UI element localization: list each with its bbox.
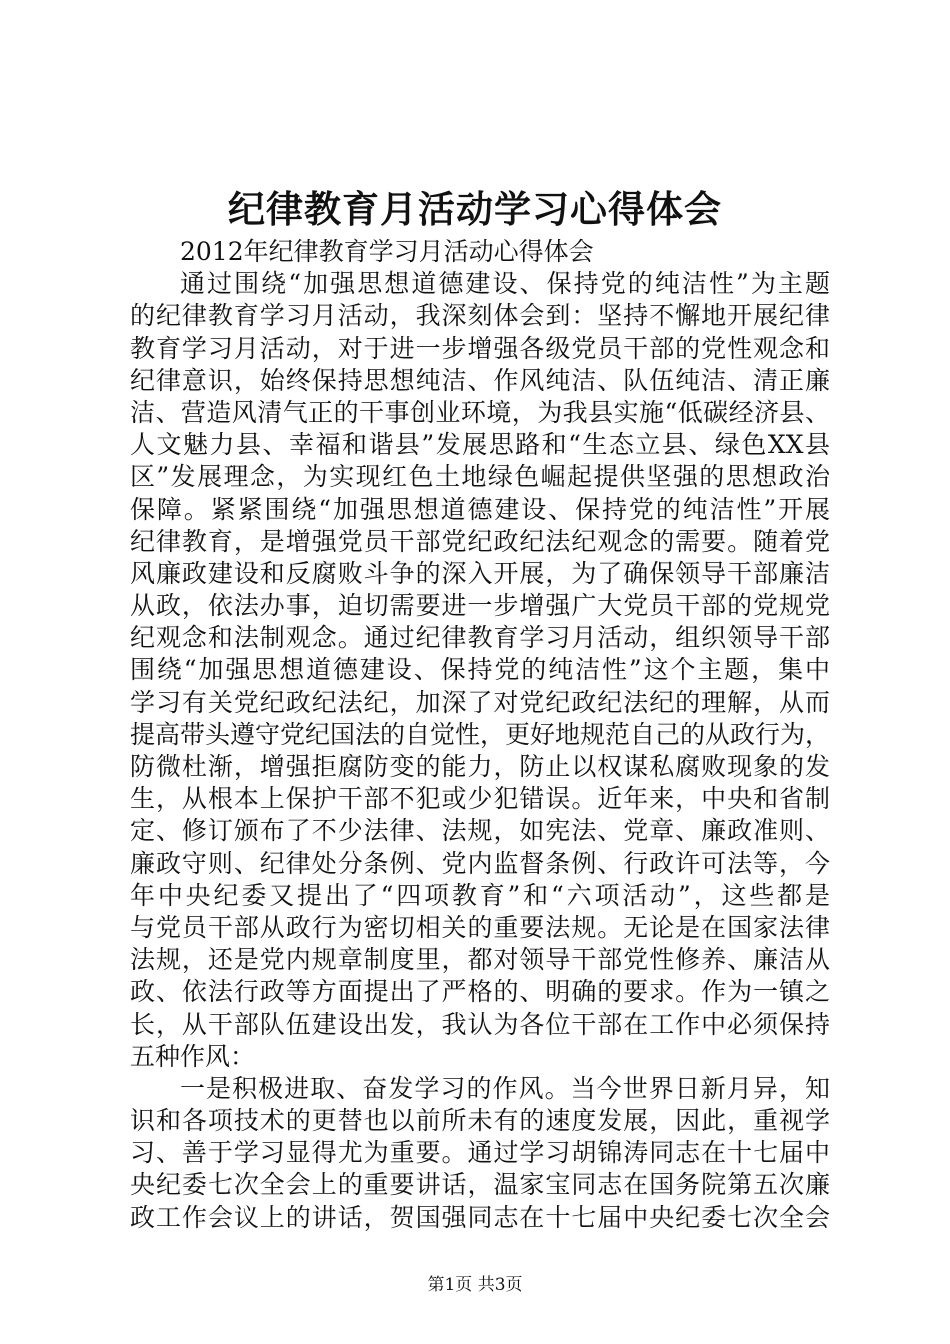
paragraph-line: 围绕“加强思想道德建设、保持党的纯洁性”这个主题，集中 [130, 655, 830, 685]
paragraph-line: 教育学习月活动，对于进一步增强各级党员干部的党性观念和 [130, 333, 830, 363]
paragraph-line: 区”发展理念，为实现红色土地绿色崛起提供坚强的思想政治 [130, 462, 830, 492]
paragraph-line: 长，从干部队伍建设出发，我认为各位干部在工作中必须保持 [130, 1009, 830, 1039]
subtitle-line: 2012年纪律教育学习月活动心得体会 [180, 237, 594, 266]
paragraph-line: 廉政守则、纪律处分条例、党内监督条例、行政许可法等，今 [130, 848, 830, 878]
paragraph-line: 年中央纪委又提出了“四项教育”和“六项活动”，这些都是 [130, 880, 830, 910]
paragraph-line: 生，从根本上保护干部不犯或少犯错误。近年来，中央和省制 [130, 784, 830, 814]
paragraph-line: 保障。紧紧围绕“加强思想道德建设、保持党的纯洁性”开展 [130, 494, 830, 524]
paragraph-line: 学习有关党纪政纪法纪，加深了对党纪政纪法纪的理解，从而 [130, 687, 830, 717]
paragraph-line: 从政，依法办事，迫切需要进一步增强广大党员干部的党规党 [130, 591, 830, 621]
paragraph-line: 定、修订颁布了不少法律、法规，如宪法、党章、廉政准则、 [130, 816, 830, 846]
paragraph-line: 央纪委七次全会上的重要讲话，温家宝同志在国务院第五次廉 [130, 1170, 830, 1200]
paragraph-line: 与党员干部从政行为密切相关的重要法规。无论是在国家法律 [130, 912, 830, 942]
paragraph-line: 洁、营造风清气正的干事创业环境，为我县实施“低碳经济县、 [130, 397, 830, 427]
paragraph-line: 法规，还是党内规章制度里，都对领导干部党性修养、廉洁从 [130, 945, 830, 975]
paragraph-line: 纪律意识，始终保持思想纯洁、作风纯洁、队伍纯洁、清正廉 [130, 365, 830, 395]
paragraph-line: 纪观念和法制观念。通过纪律教育学习月活动，组织领导干部 [130, 623, 830, 653]
paragraph-line: 通过围绕“加强思想道德建设、保持党的纯洁性”为主题 [180, 269, 830, 299]
paragraph-line: 习、善于学习显得尤为重要。通过学习胡锦涛同志在十七届中 [130, 1138, 830, 1168]
paragraph-line: 政、依法行政等方面提出了严格的、明确的要求。作为一镇之 [130, 977, 830, 1007]
paragraph-line: 防微杜渐，增强拒腐防变的能力，防止以权谋私腐败现象的发 [130, 752, 830, 781]
paragraph-line: 一是积极进取、奋发学习的作风。当今世界日新月异，知 [180, 1073, 830, 1103]
paragraph-line: 五种作风： [130, 1041, 256, 1071]
document-title: 纪律教育月活动学习心得体会 [228, 187, 722, 231]
paragraph-line: 人文魅力县、幸福和谐县”发展思路和“生态立县、绿色XX县 [130, 430, 830, 460]
paragraph-line: 政工作会议上的讲话，贺国强同志在十七届中央纪委七次全会 [130, 1202, 830, 1232]
page-number-footer: 第1页 共3页 [427, 1275, 523, 1295]
document-body [130, 236, 830, 1234]
paragraph-line: 风廉政建设和反腐败斗争的深入开展，为了确保领导干部廉洁 [130, 558, 830, 588]
paragraph-line: 识和各项技术的更替也以前所未有的速度发展，因此，重视学 [130, 1106, 830, 1136]
paragraph-line: 纪律教育，是增强党员干部党纪政纪法纪观念的需要。随着党 [130, 526, 830, 556]
paragraph-line: 提高带头遵守党纪国法的自觉性，更好地规范自己的从政行为， [130, 719, 831, 749]
paragraph-line: 的纪律教育学习月活动，我深刻体会到：坚持不懈地开展纪律 [130, 301, 830, 331]
